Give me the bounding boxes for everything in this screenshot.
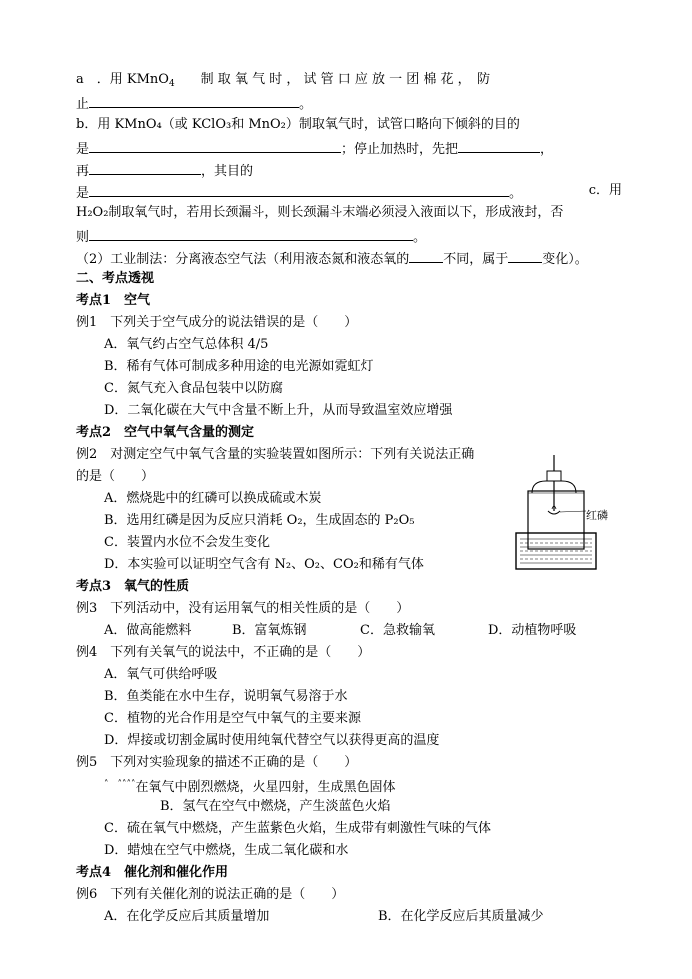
example-2: 例2 对测定空气中氧气含量的实验装置如图所示：下列有关说法正确 [76, 447, 475, 462]
figure-label-red-phosphorus: 红磷 [586, 509, 608, 522]
ex5-option-c[interactable]: C．硫在氧气中燃烧，产生蓝紫色火焰，生成带有刺激性气味的气体 [104, 821, 491, 836]
ex1-option-d[interactable]: D．二氧化碳在大气中含量不断上升，从而导致温室效应增强 [104, 403, 453, 418]
ex1-option-b[interactable]: B．稀有气体可制成多种用途的电光源如霓虹灯 [104, 359, 374, 374]
example-5: 例5 下列对实验现象的描述不正确的是（ ） [76, 755, 358, 770]
example-3: 例3 下列活动中，没有运用氧气的相关性质的是（ ） [76, 601, 410, 616]
kaodian-4: 考点4 催化剂和催化作用 [76, 865, 229, 880]
ex3-option-d[interactable]: D．动植物呼吸 [488, 623, 577, 638]
blank-a[interactable] [89, 93, 299, 108]
ex3-option-c[interactable]: C．急救输氧 [360, 623, 435, 638]
ex3-option-b[interactable]: B．富氧炼钢 [232, 623, 307, 638]
ex1-option-c[interactable]: C．氮气充入食品包装中以防腐 [104, 381, 283, 396]
example-2-cont: 的是（ ） [76, 469, 155, 484]
ex1-option-a[interactable]: A．氧气约占空气总体积 4/5 [104, 337, 269, 352]
ex4-option-b[interactable]: B．鱼类能在水中生存，说明氧气易溶于水 [104, 689, 348, 704]
ex4-option-c[interactable]: C．植物的光合作用是空气中氧气的主要来源 [104, 711, 361, 726]
ex5-option-d[interactable]: D．蜡烛在空气中燃烧，生成二氧化碳和水 [104, 843, 349, 858]
ex6-option-a[interactable]: A．在化学反应后其质量增加 [104, 909, 270, 924]
line-a2: 止 。 [76, 93, 312, 114]
ex2-option-c[interactable]: C．装置内水位不会发生变化 [104, 535, 270, 550]
ex4-option-a[interactable]: A．氧气可供给呼吸 [104, 667, 218, 682]
line-b4: 是 。 c．用 [76, 183, 622, 201]
blank-c[interactable] [89, 226, 413, 241]
ex4-option-d[interactable]: D．焊接或切割金属时使用纯氧代替空气以获得更高的温度 [104, 733, 440, 748]
section-heading: 二、考点透视 [76, 271, 155, 286]
ex3-option-a[interactable]: A．做高能燃料 [104, 623, 192, 638]
line-a1: a ．用 KMnO$_4$ 制 取 氧 气 时 ， 试 管 口 应 放 一 团 棉 花 ， 防 [76, 72, 491, 89]
ex6-options [104, 908, 544, 926]
blank-b4[interactable] [89, 182, 509, 197]
blank-b2[interactable] [458, 138, 540, 153]
blank-b3[interactable] [89, 160, 201, 175]
ex2-option-d[interactable]: D．本实验可以证明空气含有 N₂、O₂、CO₂和稀有气体 [104, 557, 424, 572]
ex2-option-b[interactable]: B．选用红磷是因为反应只消耗 O₂，生成固态的 P₂O₅ [104, 513, 415, 528]
example-6: 例6 下列有关催化剂的说法正确的是（ ） [76, 887, 345, 902]
ex5-option-a[interactable]: ˄ ˄˄˄˄在氧气中剧烈燃烧，火星四射，生成黑色固体 [104, 780, 396, 795]
line-c5: H₂O₂制取氧气时，若用长颈漏斗，则长颈漏斗末端必须浸入液面以下，形成液封，否 [76, 205, 564, 220]
line-item2: （2）工业制法：分离液态空气法（利用液态氮和液态氧的 不同，属于 变化）。 [76, 248, 588, 269]
ex3-options [104, 622, 576, 640]
line-b2: 是 ；停止加热时，先把 ， [76, 138, 553, 159]
line-b1: b．用 KMnO₄（或 KClO₃和 MnO₂）制取氧气时，试管口略向下倾斜的目的 [76, 117, 520, 132]
ex2-option-a[interactable]: A．燃烧匙中的红磷可以换成硫或木炭 [104, 491, 322, 506]
kaodian-1: 考点1 空气 [76, 293, 151, 308]
blank-b1[interactable] [89, 138, 341, 153]
kaodian-2: 考点2 空气中氧气含量的测定 [76, 425, 255, 440]
line-c6: 则 。 [76, 226, 426, 247]
line-b3: 再 ，其目的 [76, 160, 253, 181]
ex6-option-b[interactable]: B．在化学反应后其质量减少 [378, 909, 544, 924]
example-4: 例4 下列有关氧气的说法中，不正确的是（ ） [76, 645, 371, 660]
kaodian-3: 考点3 氧气的性质 [76, 579, 190, 594]
example-1: 例1 下列关于空气成分的说法错误的是（ ） [76, 315, 358, 330]
blank-item2-1[interactable] [409, 248, 443, 263]
ex5-option-b[interactable]: B．氢气在空气中燃烧，产生淡蓝色火焰 [160, 799, 391, 814]
blank-item2-2[interactable] [508, 248, 542, 263]
